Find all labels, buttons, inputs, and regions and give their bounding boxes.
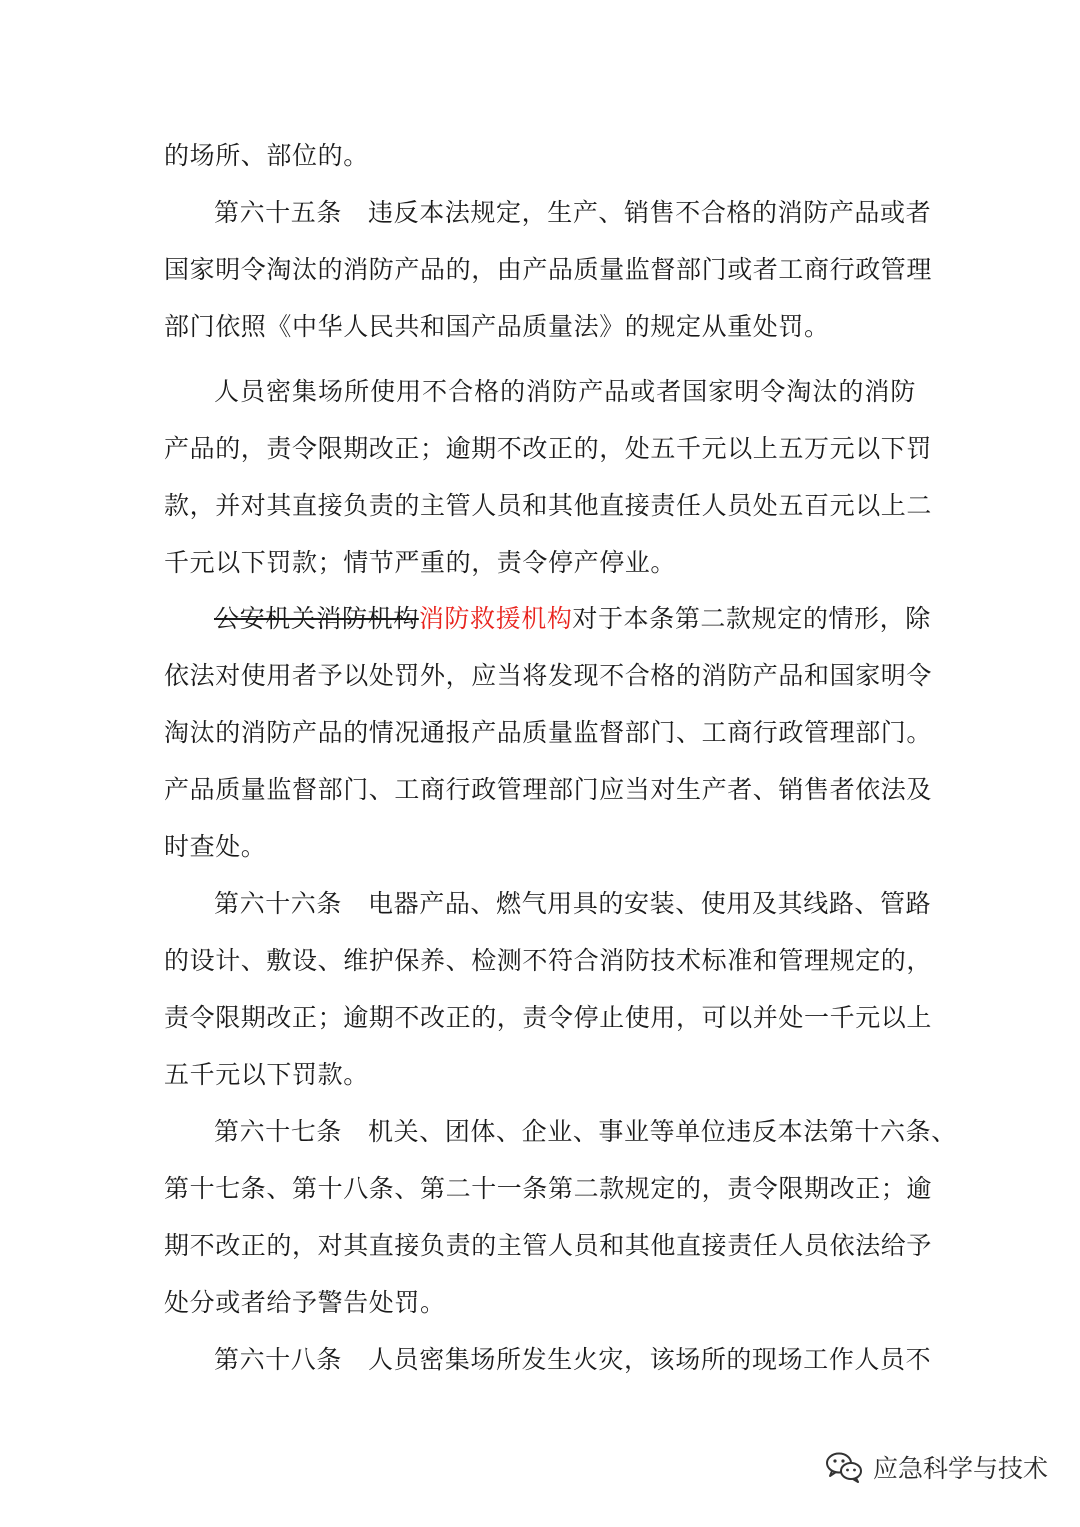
text-line: 产品质量监督部门、工商行政管理部门应当对生产者、销售者依法及: [164, 775, 933, 804]
text-line: 责令限期改正；逾期不改正的，责令停止使用，可以并处一千元以上: [164, 1003, 933, 1032]
inserted-text: 消防救援机构: [418, 604, 573, 633]
article-number: 第六十五条: [214, 198, 343, 227]
amended-line: 公安机关消防机构消防救援机构对于本条第二款规定的情形，除: [214, 604, 931, 633]
text-line: 期不改正的，对其直接负责的主管人员和其他直接责任人员依法给予: [164, 1231, 933, 1260]
text-line: 的设计、敷设、维护保养、检测不符合消防技术标准和管理规定的，: [164, 946, 933, 975]
article-number: 第六十六条: [214, 889, 343, 918]
wechat-icon: [825, 1451, 863, 1483]
text-line: 人员密集场所使用不合格的消防产品或者国家明令淘汰的消防: [214, 377, 916, 406]
article-67-line: 第六十七条 机关、团体、企业、事业等单位违反本法第十六条、: [214, 1117, 957, 1146]
article-number: 第六十八条: [214, 1345, 343, 1374]
text-line: 千元以下罚款；情节严重的，责令停产停业。: [164, 548, 677, 577]
text-line: 的场所、部位的。: [164, 141, 369, 170]
text-line: 时查处。: [164, 832, 267, 861]
text-line: 国家明令淘汰的消防产品的，由产品质量监督部门或者工商行政管理: [164, 255, 933, 284]
text-line: 处分或者给予警告处罚。: [164, 1288, 446, 1317]
text-line: 第十七条、第十八条、第二十一条第二款规定的，责令限期改正；逾: [164, 1174, 933, 1203]
text-line: 部门依照《中华人民共和国产品质量法》的规定从重处罚。: [164, 312, 830, 341]
article-number: 第六十七条: [214, 1117, 343, 1146]
article-66-line: 第六十六条 电器产品、燃气用具的安装、使用及其线路、管路: [214, 889, 932, 918]
text-line: 五千元以下罚款。: [164, 1060, 369, 1089]
watermark: [825, 1447, 1048, 1487]
watermark-text: 应急科学与技术: [872, 1454, 1048, 1483]
text-line: 款，并对其直接负责的主管人员和其他直接责任人员处五百元以上二: [164, 491, 933, 520]
deleted-text: 公安机关消防机构: [214, 604, 419, 633]
text-line: 淘汰的消防产品的情况通报产品质量监督部门、工商行政管理部门。: [164, 718, 933, 747]
article-68-line: 第六十八条 人员密集场所发生火灾，该场所的现场工作人员不: [214, 1345, 932, 1374]
text-line: 依法对使用者予以处罚外，应当将发现不合格的消防产品和国家明令: [164, 661, 933, 690]
text-line: 产品的，责令限期改正；逾期不改正的，处五千元以上五万元以下罚: [164, 434, 933, 463]
article-65-line: 第六十五条 违反本法规定，生产、销售不合格的消防产品或者: [214, 198, 932, 227]
